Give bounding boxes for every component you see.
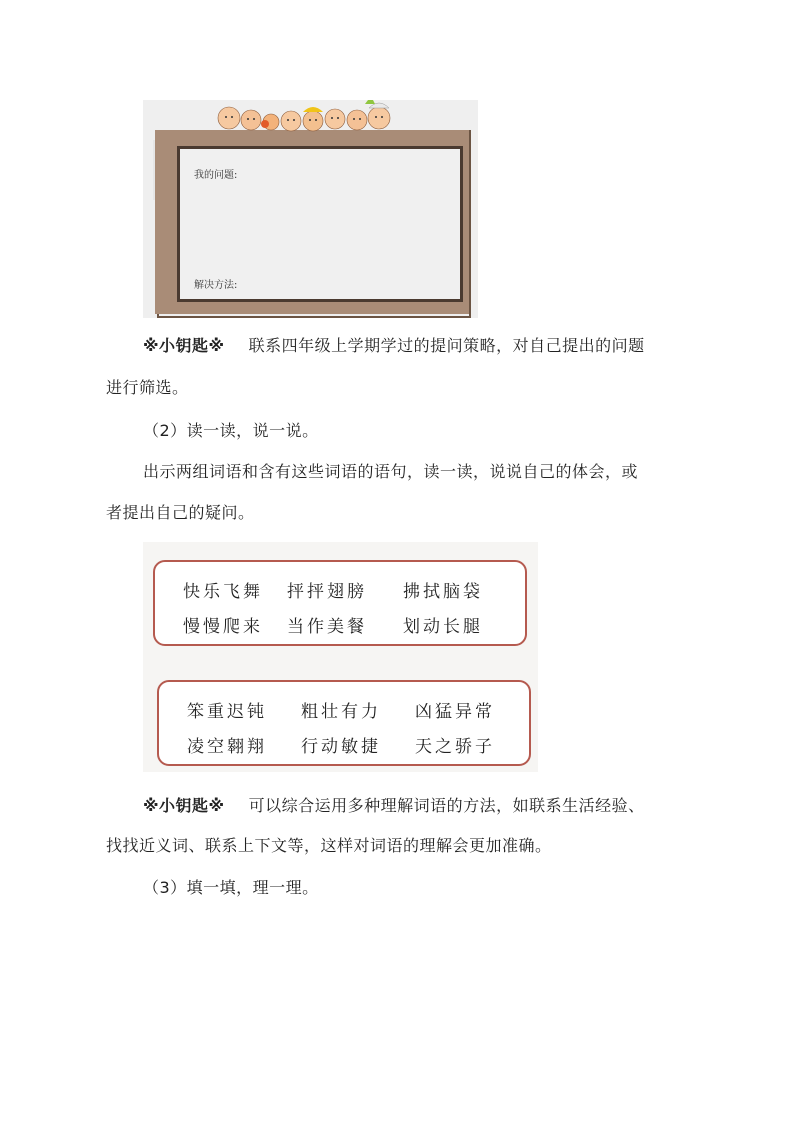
word-group-box-2	[157, 680, 531, 766]
tip2-text-line1: 可以综合运用多种理解词语的方法，如联系生活经验、	[248, 796, 645, 815]
instruction-line2: 者提出自己的疑问。	[106, 503, 255, 522]
word-item: 抨抨翅膀	[287, 582, 367, 602]
tip2-key: ※小钥匙※	[143, 796, 225, 815]
tip2-line1	[143, 796, 645, 816]
word-item: 行动敏捷	[301, 737, 381, 757]
tip1-text-line2: 进行筛选。	[106, 378, 189, 397]
word-group-box-1	[153, 560, 527, 646]
solution-label: 解决方法:	[194, 280, 238, 291]
step2-heading: （2）读一读，说一说。	[143, 421, 319, 440]
tip1-text-line1: 联系四年级上学期学过的提问策略，对自己提出的问题	[248, 336, 645, 355]
word-groups-figure	[143, 542, 538, 772]
word-item: 天之骄子	[415, 737, 495, 757]
word-item: 笨重迟钝	[187, 702, 267, 722]
tip2-text-line2: 找找近义词、联系上下文等，这样对词语的理解会更加准确。	[106, 836, 552, 855]
word-item: 快乐飞舞	[183, 582, 263, 602]
tip1-key: ※小钥匙※	[143, 336, 225, 355]
word-item: 当作美餐	[287, 617, 367, 637]
step3-heading: （3）填一填，理一理。	[143, 878, 319, 897]
word-item: 凌空翱翔	[187, 737, 267, 757]
word-item: 凶猛异常	[415, 702, 495, 722]
word-item: 粗壮有力	[301, 702, 381, 722]
tip1-line1	[143, 336, 645, 356]
word-item: 划动长腿	[403, 617, 483, 637]
word-item: 拂拭脑袋	[403, 582, 483, 602]
question-label: 我的问题:	[194, 170, 238, 181]
instruction-line1: 出示两组词语和含有这些词语的语句，读一读，说说自己的体会，或	[143, 462, 639, 481]
question-frame-figure	[143, 100, 478, 318]
word-item: 慢慢爬来	[183, 617, 263, 637]
children-illustration	[215, 100, 397, 134]
